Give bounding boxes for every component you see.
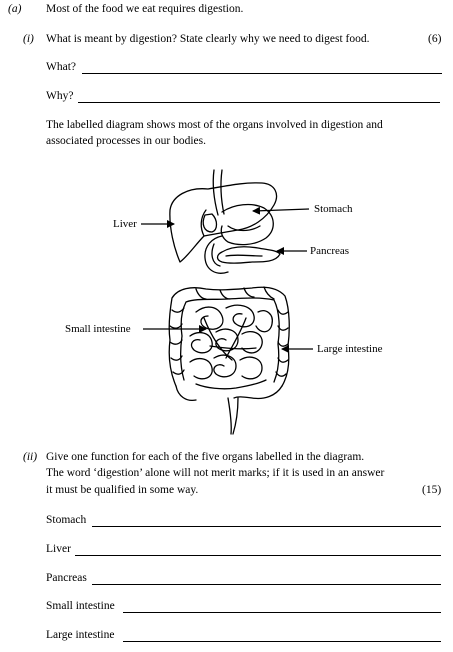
diagram-intro-line1: The labelled diagram shows most of the organs involved in digestion and: [46, 119, 383, 131]
why-label: Why?: [46, 90, 74, 102]
large-intestine-answer-label: Large intestine: [46, 629, 115, 641]
pancreas-label: Pancreas: [310, 245, 350, 257]
small-intestine-shape: [190, 305, 272, 389]
question-i-text: What is meant by digestion? State clearly why we need to digest food.: [46, 33, 370, 45]
large-intestine-label: Large intestine: [317, 343, 383, 355]
liver-shape: [170, 183, 277, 262]
question-ii-line3: it must be qualified in some way.: [46, 484, 199, 496]
duodenum-shape: [205, 236, 228, 273]
diagram-intro-line2: associated processes in our bodies.: [46, 135, 207, 147]
rectum-shape: [228, 398, 231, 434]
stomach-answer-label: Stomach: [46, 514, 87, 526]
what-label: What?: [46, 61, 77, 73]
small-intestine-label: Small intestine: [65, 323, 131, 335]
stomach-answer-line[interactable]: [92, 526, 441, 527]
pancreas-answer-label: Pancreas: [46, 572, 87, 584]
question-ii-line1: Give one function for each of the five organs labelled in the diagram.: [46, 451, 365, 463]
gall-bladder-shape: [203, 214, 216, 232]
esophagus-shape: [213, 170, 218, 215]
liver-answer-label: Liver: [46, 543, 71, 555]
caecum-shape: [176, 386, 196, 400]
liver-answer-line[interactable]: [75, 555, 441, 556]
question-i-marks: (6): [428, 33, 442, 45]
liver-label: Liver: [113, 218, 137, 230]
stomach-pointer: [253, 209, 309, 211]
stomach-label: Stomach: [314, 203, 353, 215]
question-ii-number: (ii): [23, 451, 38, 463]
question-i-number: (i): [23, 33, 34, 45]
small-intestine-answer-label: Small intestine: [46, 600, 115, 612]
small-intestine-answer-line[interactable]: [123, 612, 441, 613]
part-label: (a): [8, 3, 22, 15]
part-intro: Most of the food we eat requires digestion.: [46, 3, 244, 15]
pancreas-answer-line[interactable]: [92, 584, 441, 585]
question-ii-marks: (15): [422, 484, 442, 496]
question-ii-line2: The word ‘digestion’ alone will not merit marks; if it is used in an answer: [46, 467, 385, 479]
large-intestine-answer-line[interactable]: [123, 641, 441, 642]
